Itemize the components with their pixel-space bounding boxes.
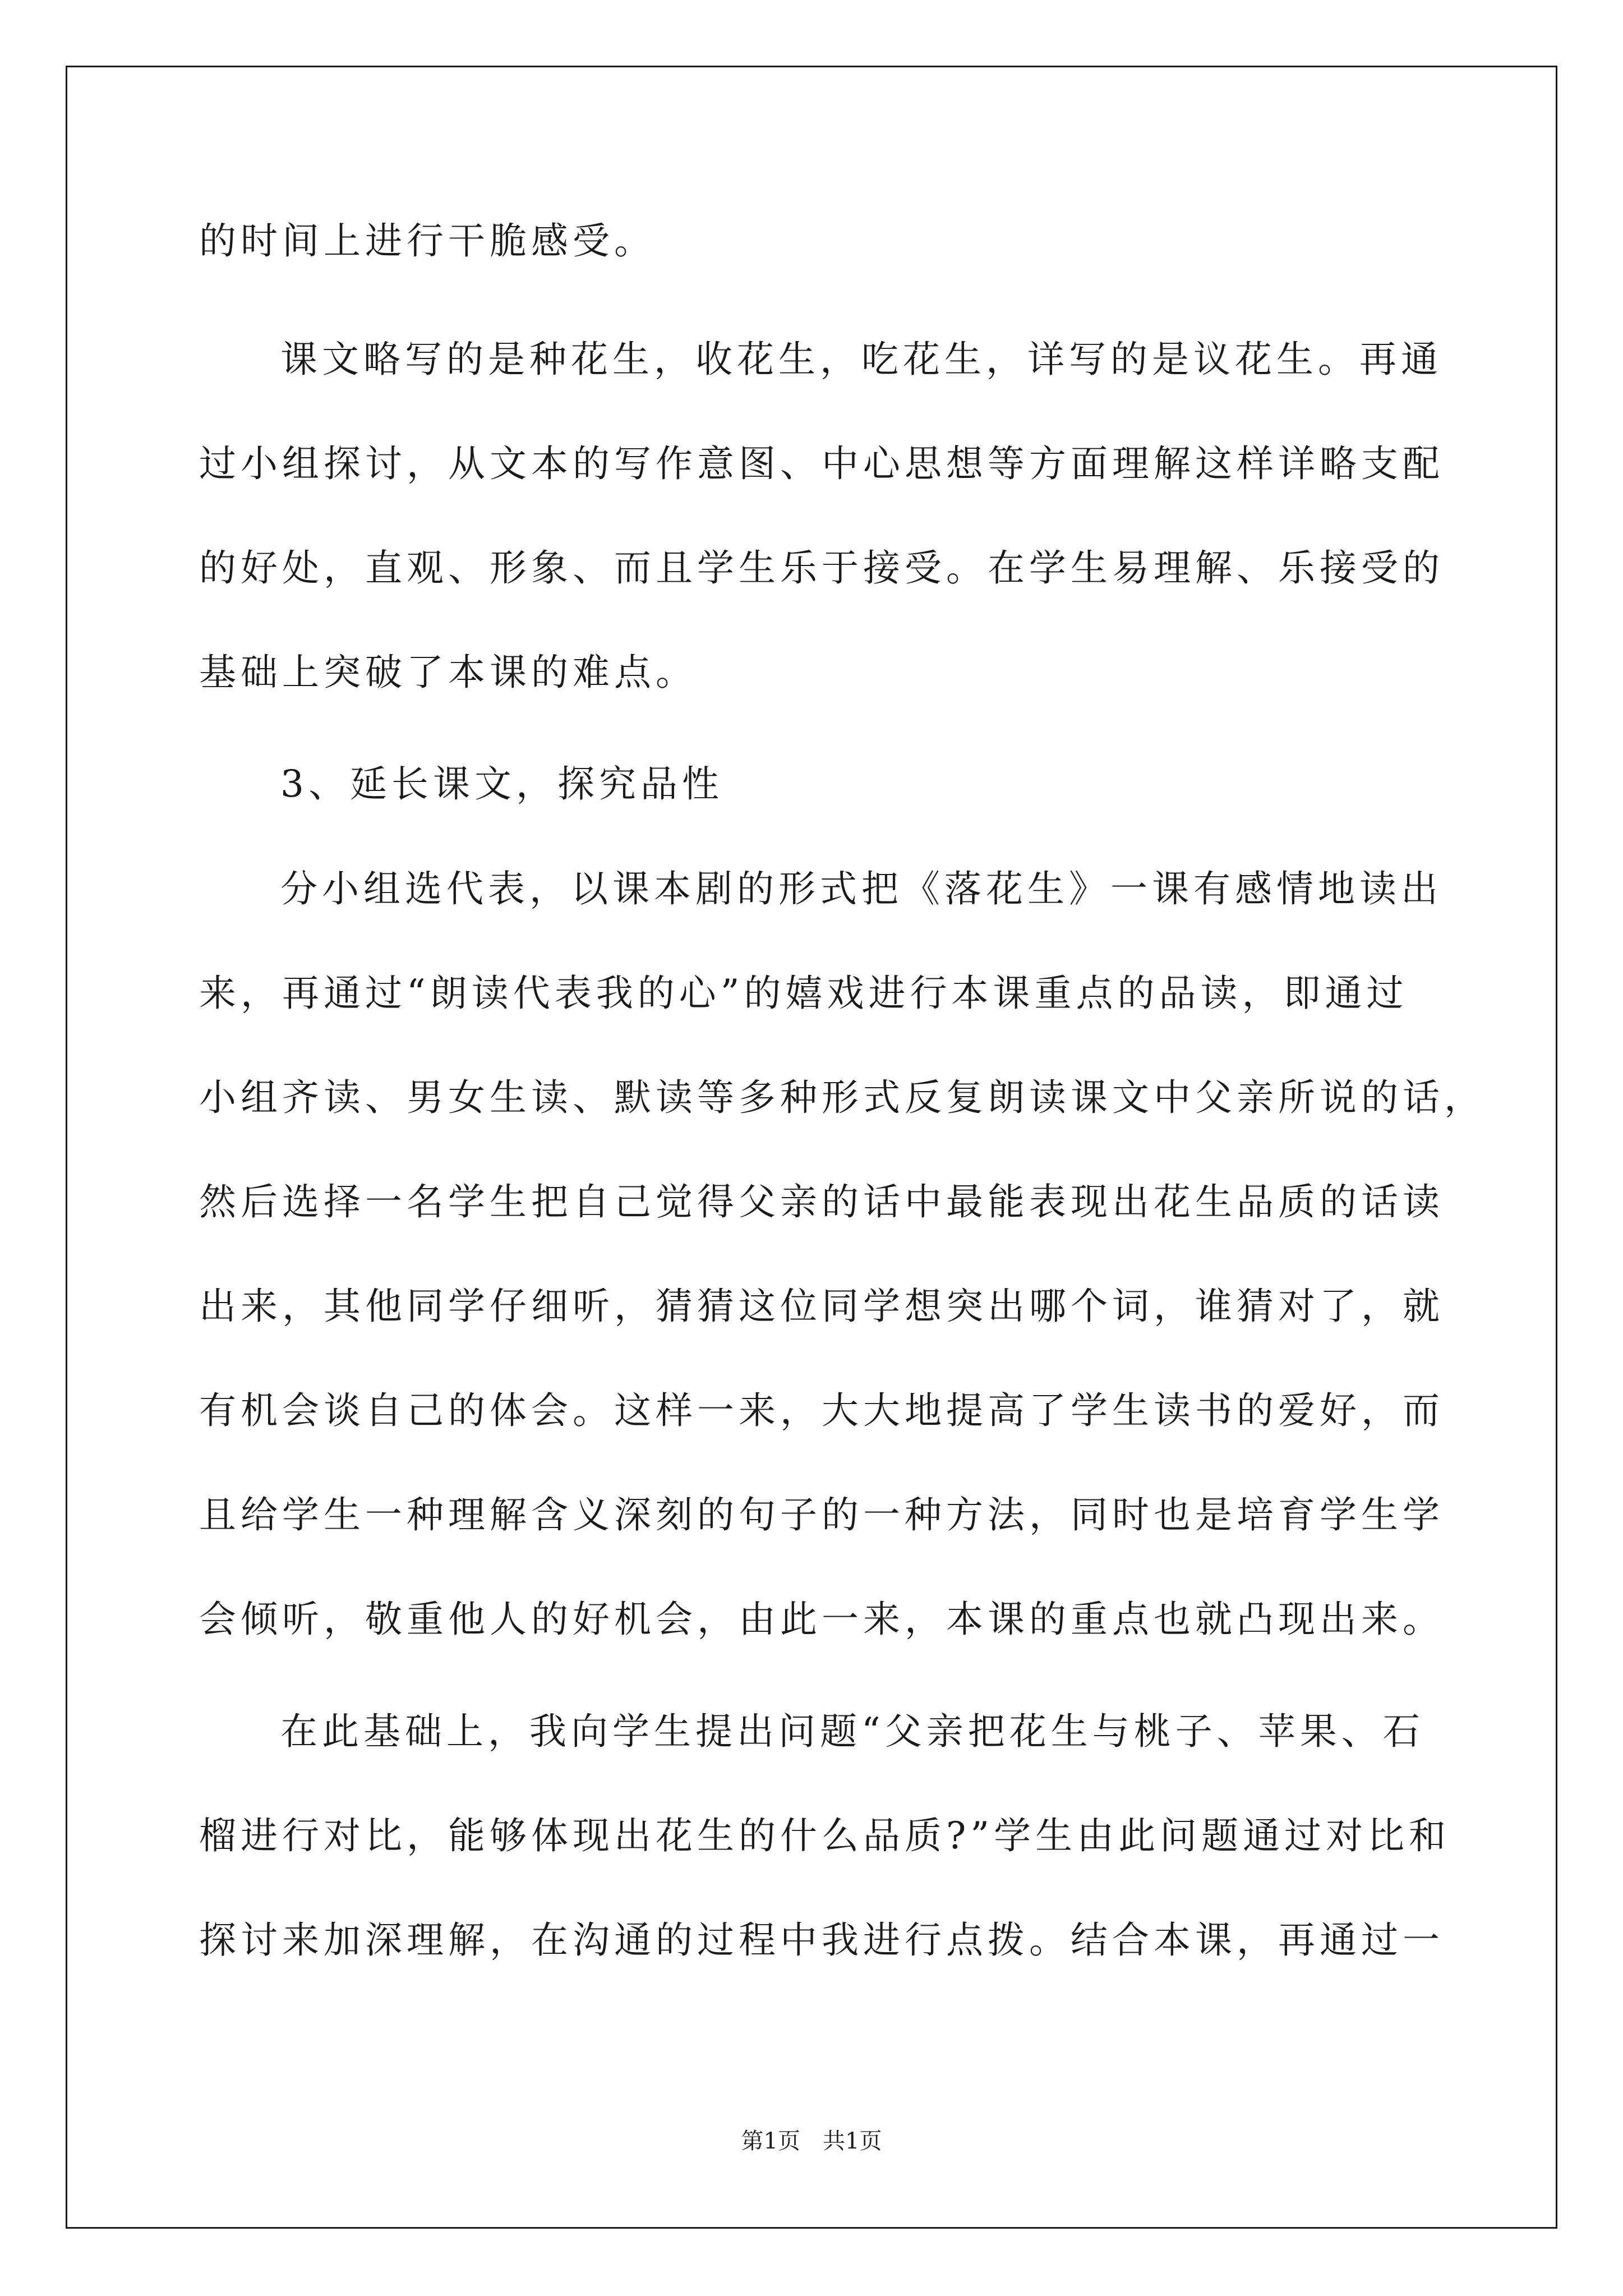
text-line: 有机会谈自己的体会。这样一来，大大地提高了学生读书的爱好，而 (199, 1389, 1444, 1432)
text-line: 会倾听，敬重他人的好机会，由此一来，本课的重点也就凸现出来。 (199, 1598, 1444, 1641)
text-line: 出来，其他同学仔细听，猜猜这位同学想突出哪个词，谁猜对了，就 (199, 1285, 1444, 1328)
text-line: 的时间上进行干脆感受。 (199, 219, 656, 263)
text-line: 的好处，直观、形象、而且学生乐于接受。在学生易理解、乐接受的 (199, 546, 1444, 590)
text-line: 探讨来加深理解，在沟通的过程中我进行点拨。结合本课，再通过一 (199, 1918, 1444, 1962)
text-line: 课文略写的是种花生，收花生，吃花生，详写的是议花生。再通 (280, 338, 1442, 381)
text-line: 然后选择一名学生把自己觉得父亲的话中最能表现出花生品质的话读 (199, 1180, 1444, 1223)
text-line: 来，再通过“朗读代表我的心”的嬉戏进行本课重点的品读，即通过 (199, 972, 1408, 1015)
text-line: 过小组探讨，从文本的写作意图、中心思想等方面理解这样详略支配 (199, 442, 1444, 485)
text-line: 榴进行对比，能够体现出花生的什么品质?”学生由此问题通过对比和 (199, 1814, 1451, 1857)
page-footer: 第1页 共1页 (741, 2128, 882, 2154)
page-border (66, 66, 1557, 2229)
text-line: 基础上突破了本课的难点。 (199, 651, 697, 694)
text-line: 且给学生一种理解含义深刻的句子的一种方法，同时也是培育学生学 (199, 1493, 1444, 1536)
text-line: 分小组选代表，以课本剧的形式把《落花生》一课有感情地读出 (280, 867, 1442, 910)
section-heading: 3、延长课文，探究品性 (280, 762, 723, 806)
text-line: 在此基础上，我向学生提出问题“父亲把花生与桃子、苹果、石 (280, 1710, 1424, 1753)
text-line: 小组齐读、男女生读、默读等多种形式反复朗读课文中父亲所说的话， (199, 1076, 1486, 1119)
